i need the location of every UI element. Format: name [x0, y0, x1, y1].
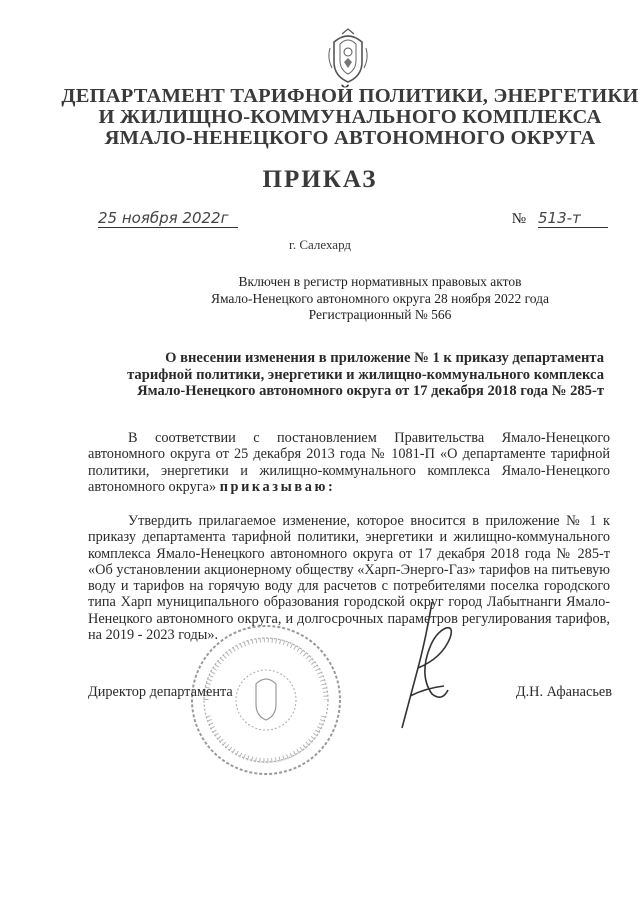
order-subject — [84, 350, 604, 400]
signatory-name: Д.Н. Афанасьев — [515, 684, 612, 700]
subject-line: тарифной политики, энергетики и жилищно-коммунального комплекса — [127, 366, 604, 383]
coat-of-arms-emblem — [326, 28, 370, 84]
department-line: И ЖИЛИЩНО-КОММУНАЛЬНОГО КОМПЛЕКСА — [98, 106, 602, 128]
handwritten-date: 25 ноября 2022г — [98, 209, 238, 228]
order-title: ПРИКАЗ — [262, 166, 378, 193]
preamble-paragraph — [88, 430, 610, 495]
city: г. Салехард — [288, 237, 352, 252]
handwritten-number: 513-т — [538, 209, 608, 228]
department-header — [60, 86, 640, 149]
date-number-row — [98, 209, 608, 239]
signatory-position: Директор департамента — [88, 684, 233, 700]
subject-line: Ямало-Ненецкого автономного округа от 17 декабря 2018 года № 285-т — [137, 383, 604, 399]
preamble-text: В соответствии с постановлением Правительства Ямало-Ненецкого автономного округа от 25 декабря 2013 года № 1081-П «О департаменте тарифной политики, энергетики и жилищно-коммунального комплекса Ямало-Ненецкого автономного округа» — [88, 430, 610, 495]
registry-line: Ямало-Ненецкого автономного округа 28 ноября 2022 года — [210, 290, 550, 306]
operative-paragraph: Утвердить прилагаемое изменение, которое вносится в приложение № 1 к приказу департамента тарифной политики, энергетики и жилищно-коммунального комплекса Ямало-Ненецкого автономного округа от 17 декабря 2018 года № 285-т «Об установлении акционерному обществу «Харп-Энерго-Газ» тарифов на питьевую воду и тарифов на горячую воду для расчетов с потребителями поселка городского типа Харп муниципального образования городской округ город Лабытнанги Ямало-Ненецкого автономного округа, и долгосрочных параметров регулирования тарифов, на 2019 - 2023 годы». — [88, 513, 610, 644]
department-line: ДЕПАРТАМЕНТ ТАРИФНОЙ ПОЛИТИКИ, ЭНЕРГЕТИКИ — [61, 85, 639, 107]
registry-stamp — [160, 274, 600, 324]
handwritten-signature — [392, 598, 462, 738]
subject-line: О внесении изменения в приложение № 1 к приказу департамента — [165, 350, 604, 366]
registry-line: Регистрационный № 566 — [308, 307, 452, 322]
number-label: № — [511, 211, 526, 227]
command-word: приказываю: — [219, 478, 336, 495]
registry-line: Включен в регистр нормативных правовых актов — [238, 274, 522, 289]
department-line: ЯМАЛО-НЕНЕЦКОГО АВТОНОМНОГО ОКРУГА — [104, 127, 596, 149]
